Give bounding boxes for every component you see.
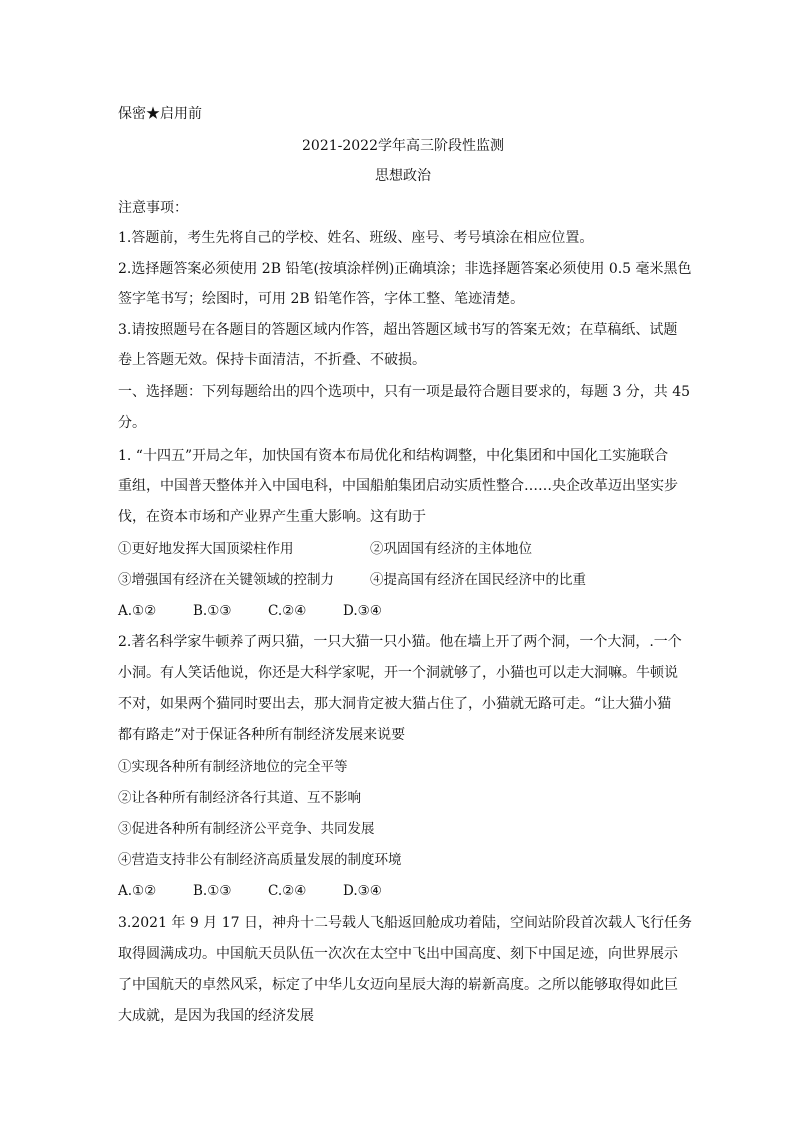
q1-choice-c[interactable]: C.②④	[268, 603, 307, 619]
q2-stem: 小洞。有人笑话他说，你还是大科学家呢，开一个洞就够了，小猫也可以走大洞嘛。牛顿说	[118, 665, 678, 681]
q2-choice-a[interactable]: A.①②	[118, 883, 157, 899]
q1-options-row	[118, 570, 586, 590]
section-instructions-cont: 分。	[118, 415, 146, 431]
q1-option: ③增强国有经济在关键领域的控制力	[118, 572, 334, 588]
q3-stem: 3.2021 年 9 月 17 日，神舟十二号载人飞船返回舱成功着陆，空间站阶段首次载人飞行任务	[118, 915, 692, 931]
q1-choice-a[interactable]: A.①②	[118, 603, 157, 619]
q2-choice-d[interactable]: D.③④	[343, 883, 382, 899]
q2-stem: 都有路走”对于保证各种所有制经济发展来说要	[118, 727, 406, 743]
q3-stem: 了中国航天的卓然风采，标定了中华儿女迈向星辰大海的崭新高度。之所以能够取得如此巨	[118, 977, 678, 993]
q1-choice-d[interactable]: D.③④	[343, 603, 382, 619]
exam-title: 2021-2022学年高三阶段性监测	[302, 138, 504, 154]
q1-option: ①更好地发挥大国顶梁柱作用	[118, 541, 294, 557]
note-line: 签字笔书写；绘图时，可用 2B 铅笔作答，字体工整、笔迹清楚。	[118, 291, 525, 307]
q3-stem: 取得圆满成功。中国航天员队伍一次次在太空中飞出中国高度、刻下中国足迹，向世界展示	[118, 946, 678, 962]
q1-option: ②巩固国有经济的主体地位	[370, 541, 532, 557]
q2-option: ②让各种所有制经济各行其道、互不影响	[118, 790, 361, 806]
note-line: 2.选择题答案必须使用 2B 铅笔(按填涂样例)正确填涂；非选择题答案必须使用 0.5 毫米黑色	[118, 261, 692, 277]
q1-choice-b[interactable]: B.①③	[193, 603, 232, 619]
note-line: 3.请按照题号在各题目的答题区域内作答，超出答题区域书写的答案无效；在草稿纸、试题	[118, 322, 678, 338]
note-line: 卷上答题无效。保持卡面清洁，不折叠、不破损。	[118, 352, 426, 368]
q1-answer-choices	[118, 601, 418, 621]
q1-stem: 1. “十四五”开局之年，加快国有资本布局优化和结构调整，中化集团和中国化工实施联合	[118, 448, 669, 464]
q2-stem: 不对，如果两个猫同时要出去，那大洞肯定被大猫占住了，小猫就无路可走。“让大猫小猫	[118, 696, 672, 712]
note-line: 1.答题前，考生先将自己的学校、姓名、班级、座号、考号填涂在相应位置。	[118, 230, 594, 246]
q2-option: ③促进各种所有制经济公平竞争、共同发展	[118, 821, 375, 837]
q1-stem: 重组，中国普天整体并入中国电科，中国船舶集团启动实质性整合……央企改革迈出坚实步	[118, 478, 678, 494]
q2-option: ①实现各种所有制经济地位的完全平等	[118, 759, 348, 775]
q1-stem: 伐，在资本市场和产业界产生重大影响。这有助于	[118, 509, 426, 525]
q3-stem: 大成就，是因为我国的经济发展	[118, 1008, 314, 1024]
confidential-label: 保密★启用前	[118, 106, 202, 122]
q1-options-row	[118, 539, 532, 559]
q2-choice-b[interactable]: B.①③	[193, 883, 232, 899]
section-instructions: 一、选择题：下列每题给出的四个选项中，只有一项是最符合题目要求的，每题 3 分，共 45	[118, 384, 691, 400]
q2-choice-c[interactable]: C.②④	[268, 883, 307, 899]
q2-answer-choices	[118, 881, 418, 901]
q2-option: ④营造支持非公有制经济高质量发展的制度环境	[118, 852, 402, 868]
notes-heading: 注意事项：	[118, 200, 188, 216]
q2-stem: 2.著名科学家牛顿养了两只猫，一只大猫一只小猫。他在墙上开了两个洞，一个大洞，.一个	[118, 634, 682, 650]
q1-option: ④提高国有经济在国民经济中的比重	[370, 572, 586, 588]
subject-title: 思想政治	[375, 168, 431, 184]
